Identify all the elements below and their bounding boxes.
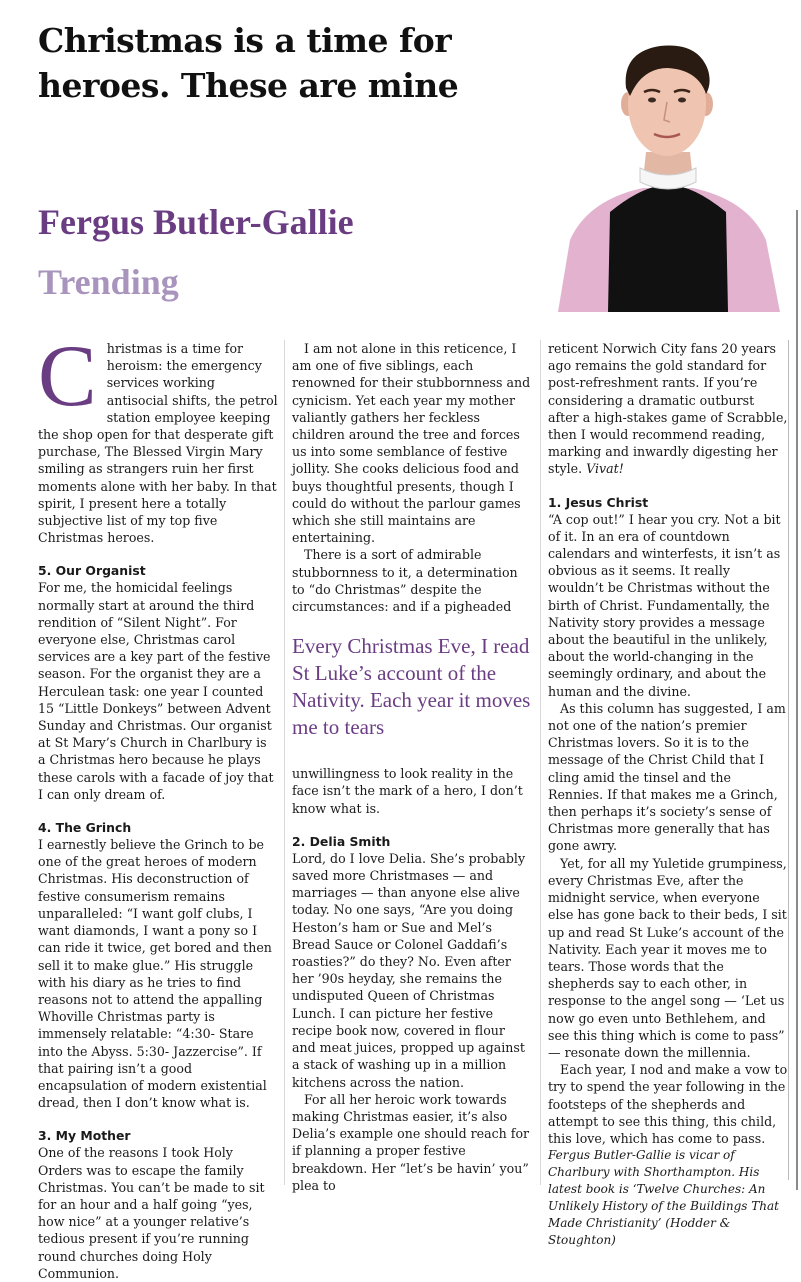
page-edge xyxy=(796,210,798,1190)
author-byline: Fergus Butler-Gallie xyxy=(38,202,354,242)
column-divider xyxy=(540,340,541,1185)
section-name: Trending xyxy=(38,262,179,302)
section-heading-organist: 5. Our Organist xyxy=(38,563,146,579)
pull-quote: Every Christmas Eve, I read St Luke’s account of the Nativity. Each year it moves me to tears xyxy=(292,634,531,740)
paragraph-continued: reticent Norwich City fans 20 years ago remains the gold standard for post-refreshment rants. If you’re considering a dramatic outburst after a high-stakes game of Scrabble, then I would recommend reading, marking and inwardly digesting her style. xyxy=(548,341,788,477)
column-2 xyxy=(292,340,532,1194)
paragraph: Each year, I nod and make a vow to try to spend the year following in the footsteps of the shepherds and attempt to see this thing, this child, this love, which has come to pass. xyxy=(548,1062,788,1146)
paragraph: As this column has suggested, I am not one of the nation’s premier Christmas lovers. So it is to the message of the Christ Child that I cling amid the tinsel and the Rennies. If that makes me a Grinch, then perhaps it’s society’s sense of Christmas more generally that has gone awry. xyxy=(548,700,786,854)
vivat: Vivat! xyxy=(586,461,624,477)
section-heading-jesus: 1. Jesus Christ xyxy=(548,494,649,510)
paragraph: Lord, do I love Delia. She’s probably saved more Christmases — and marriages — than anyone else alive today. No one says, “Are you doing Heston’s ham or Sue and Mel’s Bread Sauce or Colonel Gaddafi’s roasties?” do they? No. Even after her ’90s heyday, she remains the undisputed Queen of Christmas Lunch. I can picture her festive recipe book now, covered in flour and meat juices, propped up against a stack of washing up in a million kitchens across the nation. xyxy=(292,850,526,1090)
column-divider xyxy=(284,340,285,1185)
column-1 xyxy=(38,328,278,1282)
paragraph: unwillingness to look reality in the face isn’t the mark of a hero, I don’t know what is. xyxy=(292,766,523,816)
page-edge-inner xyxy=(788,340,789,1180)
author-portrait-icon xyxy=(548,40,788,312)
intro-paragraph: Christmas is a time for heroism: the emergency services working antisocial shifts, the petrol station employee keeping the shop open for that desperate gift purchase, The Blessed Virgin Mary smiling as strangers ruin her first moments alone with her baby. In that spirit, I present here a totally subjective list of my top five Christmas heroes. xyxy=(38,328,278,546)
paragraph: One of the reasons I took Holy Orders was to escape the family Christmas. You can’t be made to sit for an hour and a half going “yes, how nice” at a younger relative’s tedious present if you’re running round churches doing Holy Communion. xyxy=(38,1145,265,1281)
section-heading-grinch: 4. The Grinch xyxy=(38,820,132,836)
headline: Christmas is a time for heroes. These are mine xyxy=(38,21,459,105)
paragraph: I am not alone in this reticence, I am one of five siblings, each renowned for their stubbornness and cynicism. Yet each year my mother valiantly gathers her feckless children around the tree and forces us into some semblance of festive jollity. She cooks delicious food and buys thoughtful presents, though I could do without the parlour games which she still maintains are entertaining. xyxy=(292,341,531,546)
paragraph: There is a sort of admirable stubbornness to it, a determination to “do Christmas” despite the circumstances: and if a pigheaded xyxy=(292,547,518,615)
paragraph: I earnestly believe the Grinch to be one of the great heroes of modern Christmas. His deconstruction of festive consumerism remains unparalleled: “I want golf clubs, I want diamonds, I want a pony so I can ride it twice, get bored and then sell it to make glue.” His struggle with his diary as he tries to find reasons not to attend the appalling Whoville Christmas party is immensely relatable: “4:30- Stare into the Abyss. 5:30- Jazzercise”. If that pairing isn’t a good encapsulation of modern existential dread, then I don’t know what is. xyxy=(38,837,272,1111)
section-heading-delia: 2. Delia Smith xyxy=(292,833,391,849)
column-3 xyxy=(548,340,788,1249)
paragraph: Yet, for all my Yuletide grumpiness, every Christmas Eve, after the midnight service, when everyone else has gone back to their beds, I sit up and read St Luke’s account of the Nativity. Each year it moves me to tears. Those words that the shepherds say to each other, in response to the angel song — ‘Let us now go even unto Bethlehem, and see this thing which is come to pass” — resonate down the millennia. xyxy=(548,855,787,1060)
paragraph xyxy=(548,340,788,478)
section-heading-mother: 3. My Mother xyxy=(38,1128,131,1144)
paragraph: For all her heroic work towards making Christmas easier, it’s also Delia’s example one should reach for if planning a proper festive breakdown. Her “let’s be havin’ you” plea to xyxy=(292,1091,530,1193)
author-bio: Fergus Butler-Gallie is vicar of Charlbury with Shorthampton. His latest book is ‘Twelve Churches: An Unlikely History of the Buildings That Made Christianity’ (Hodder & Stoughton) xyxy=(548,1148,779,1248)
paragraph: “A cop out!” I hear you cry. Not a bit of it. In an era of countdown calendars and winterfests, it isn’t as obvious as it seems. It really wouldn’t be Christmas without the birth of Christ. Fundamentally, the Nativity story provides a message about the beautiful in the unlikely, about the world-changing in the seemingly ordinary, and about the human and the divine. xyxy=(548,511,781,699)
drop-cap: C xyxy=(38,328,97,425)
paragraph: For me, the homicidal feelings normally start at around the third rendition of “Silent Night”. For everyone else, Christmas carol services are a key part of the festive season. For the organist they are a Herculean task: one year I counted 15 “Little Donkeys” between Advent Sunday and Christmas. Our organist at St Mary’s Church in Charlbury is a Christmas hero because he plays these carols with a facade of joy that I can only dream of. xyxy=(38,580,274,802)
